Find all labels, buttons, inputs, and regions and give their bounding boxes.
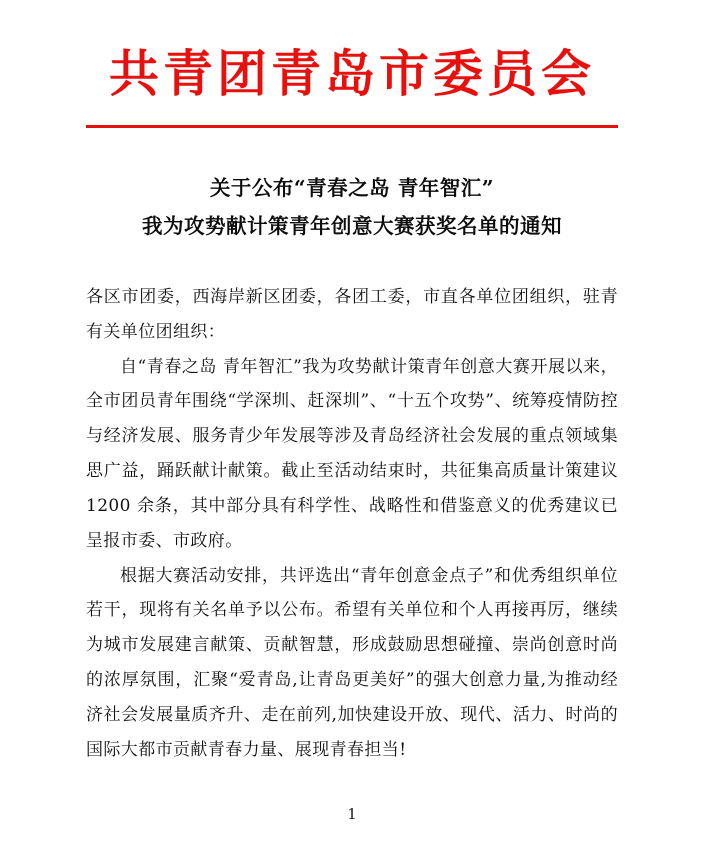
- issuing-organization-title: 共青团青岛市委员会: [109, 44, 595, 103]
- page-title-line-2: 我为攻势献计策青年创意大赛获奖名单的通知: [142, 213, 562, 238]
- page-number: 1: [347, 805, 357, 823]
- document-body: [86, 280, 618, 768]
- masthead: [86, 0, 618, 128]
- body-paragraph-2: 根据大赛活动安排，共评选出“青年创意金点子”和优秀组织单位若干，现将有关名单予以公布。希望有关单位和个人再接再厉，继续为城市发展建言献策、贡献智慧，形成鼓励思想碰撞、崇尚创意时尚的浓厚氛围，汇聚“爱青岛,让青岛更美好”的强大创意力量,为推动经济社会发展量质齐升、走在前列,加快建设开放、现代、活力、时尚的国际大都市贡献青春力量、展现青春担当!: [86, 565, 618, 760]
- body-paragraph-1: 自“青春之岛 青年智汇”我为攻势献计策青年创意大赛开展以来，全市团员青年围绕“学深圳、赶深圳”、“十五个攻势”、统筹疫情防控与经济发展、服务青少年发展等涉及青岛经济社会发展的重点领域集思广益，踊跃献计献策。截止至活动结束时，共征集高质量计策建议 1200 余条，其中部分具有科学性、战略性和借鉴意义的优秀建议已呈报市委、市政府。: [86, 356, 618, 551]
- page-title-line-1: 关于公布“青春之岛 青年智汇”: [209, 176, 495, 200]
- page-title: [86, 170, 618, 246]
- salutation: 各区市团委，西海岸新区团委，各团工委，市直各单位团组织，驻青有关单位团组织：: [86, 286, 618, 342]
- masthead-divider: [86, 125, 618, 128]
